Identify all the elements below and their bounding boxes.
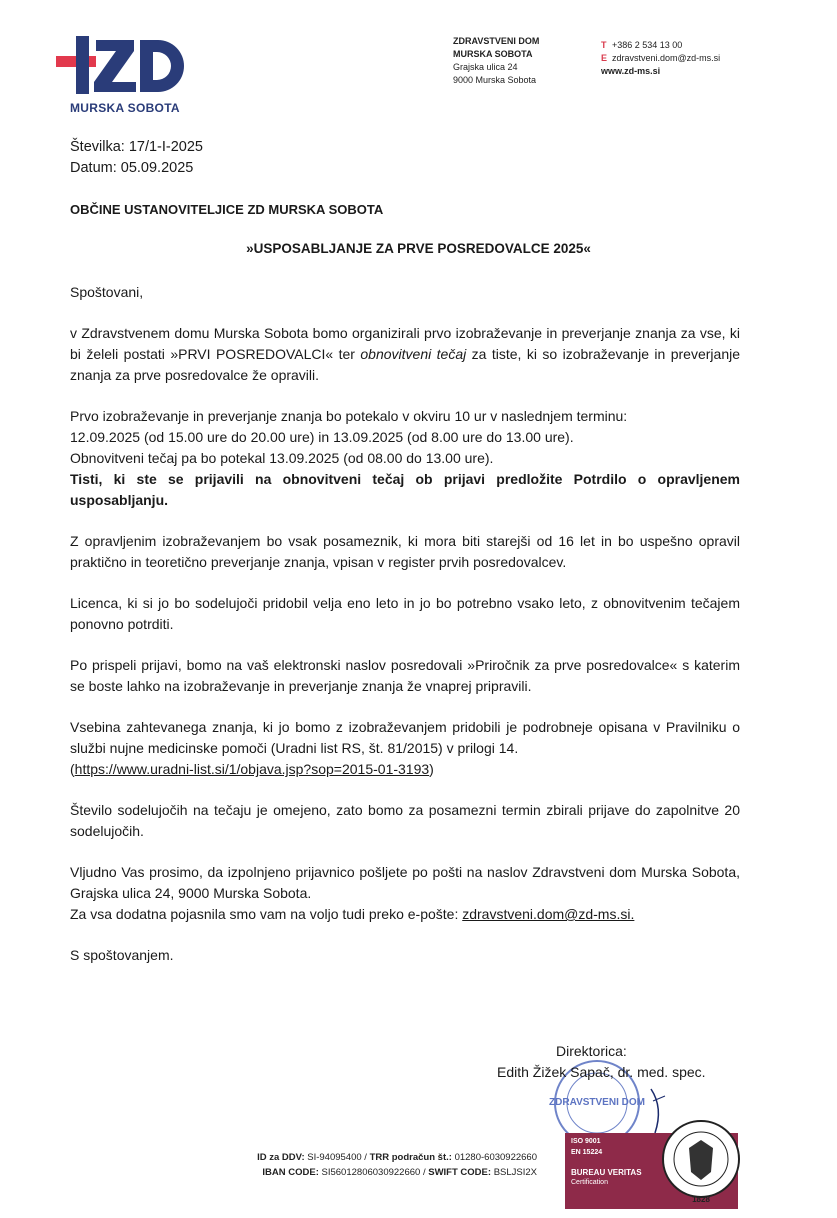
paragraph-handbook: Po prispeli prijavi, bomo na vaš elektronski naslov posredovali »Priročnik za prve posredovalce« s katerim se boste lahko na izobraževanje in preverjanje znanja že vnaprej pripravili. xyxy=(70,657,740,694)
org-name-line2: MURSKA SOBOTA xyxy=(453,49,533,59)
cert-en: EN 15224 xyxy=(571,1149,603,1156)
paragraph-capacity: Število sodelujočih na tečaju je omejeno, zato bomo za posamezni termin zbirali prijave do zapolnitve 20 sodelujočih. xyxy=(70,802,740,839)
cert-certification: Certification xyxy=(571,1179,608,1186)
signature-role: Direktorica: xyxy=(556,1043,627,1059)
iban-label: IBAN CODE: xyxy=(262,1167,319,1178)
zd-logo xyxy=(56,34,186,96)
phone-number: +386 2 534 13 00 xyxy=(612,40,683,50)
footer-separator: / xyxy=(361,1152,370,1163)
footer-banking xyxy=(257,1150,537,1180)
paragraph-schedule xyxy=(70,406,740,511)
ddv-value: SI-94095400 xyxy=(307,1152,362,1163)
email-label: E xyxy=(601,53,608,63)
org-name-line1: ZDRAVSTVENI DOM xyxy=(453,36,540,46)
contact-email-link[interactable]: zdravstveni.dom@zd-ms.si. xyxy=(462,906,635,922)
header-address xyxy=(453,35,539,87)
regulation-link[interactable]: https://www.uradni-list.si/1/objava.jsp?sop=2015-01-3193 xyxy=(74,761,430,777)
trr-value: 01280-6030922660 xyxy=(454,1152,537,1163)
swift-value: BSLJSI2X xyxy=(493,1167,537,1178)
document-date: Datum: 05.09.2025 xyxy=(70,160,194,176)
regulation-text: Vsebina zahtevanega znanja, ki jo bomo z izobraževanjem pridobili je podrobneje opisana v Pravilniku o službi nujne medicinske pomoči (Uradni list RS, št. 81/2015) v prilogi 14. xyxy=(70,719,740,756)
phone-label: T xyxy=(601,40,607,50)
regulation-link-open: ( xyxy=(70,761,75,777)
footer-separator: / xyxy=(420,1167,429,1178)
paragraph-register: Z opravljenim izobraževanjem bo vsak posameznik, ki mora biti starejši od 16 let in bo uspešno opravil praktično in teoretično preverjanje znanja, vpisan v register prvih posredovalcev. xyxy=(70,533,740,570)
ddv-label: ID za DDV: xyxy=(257,1152,305,1163)
signature-name: Edith Žižek Sapač, dr. med. spec. xyxy=(497,1064,706,1080)
cert-iso: ISO 9001 xyxy=(571,1138,601,1145)
address-city: 9000 Murska Sobota xyxy=(453,75,537,85)
swift-label: SWIFT CODE: xyxy=(428,1167,492,1178)
iban-value: SI56012806030922660 xyxy=(321,1167,421,1178)
letter-body xyxy=(70,282,740,986)
schedule-line-2: 12.09.2025 (od 15.00 ure do 20.00 ure) in 13.09.2025 (od 8.00 ure do 13.00 ure). xyxy=(70,429,574,445)
subject-title: »USPOSABLJANJE ZA PRVE POSREDOVALCE 2025« xyxy=(246,241,591,256)
regulation-link-close: ) xyxy=(429,761,434,777)
schedule-line-3: Obnovitveni tečaj pa bo potekal 13.09.2025 (od 08.00 do 13.00 ure). xyxy=(70,450,494,466)
paragraph-application xyxy=(70,862,740,925)
website-link[interactable]: www.zd-ms.si xyxy=(601,66,661,76)
schedule-line-1: Prvo izobraževanje in preverjanje znanja bo potekalo v okviru 10 ur v naslednjem terminu: xyxy=(70,408,628,424)
greeting: Spoštovani, xyxy=(70,284,144,300)
trr-label: TRR podračun št.: xyxy=(369,1152,452,1163)
document-meta xyxy=(70,137,203,179)
bureau-veritas-seal-icon xyxy=(659,1110,743,1208)
logo-caption: MURSKA SOBOTA xyxy=(70,101,180,115)
closing: S spoštovanjem. xyxy=(70,947,174,963)
paragraph-licence: Licenca, ki si jo bo sodelujoči pridobil velja eno leto in jo bo potrebno vsako leto, z obnovitvenim tečajem ponovno potrditi. xyxy=(70,595,740,632)
application-text: Vljudno Vas prosimo, da izpolnjeno prijavnico pošljete po pošti na naslov Zdravstveni dom Murska Sobota, Grajska ulica 24, 9000 Murska Sobota. xyxy=(70,864,740,901)
paragraph-intro-text-end: za tiste, ki so izobraževanje in preverjanje znanja za prve posredovalce že opravili. xyxy=(70,346,740,383)
cert-bureau: BUREAU VERITAS xyxy=(571,1168,642,1177)
contact-text: Za vsa dodatna pojasnila smo vam na voljo tudi preko e-pošte: xyxy=(70,906,463,922)
address-street: Grajska ulica 24 xyxy=(453,62,518,72)
recipient: OBČINE USTANOVITELJICE ZD MURSKA SOBOTA xyxy=(70,202,384,217)
document-number: Številka: 17/1-I-2025 xyxy=(70,139,203,155)
paragraph-intro-text: v Zdravstvenem domu Murska Sobota bomo organizirali prvo izobraževanje in preverjanje znanja za vse, ki bi želeli postati »PRVI POSREDOVALCI« ter xyxy=(70,325,740,362)
paragraph-regulation xyxy=(70,717,740,780)
stamp-text: ZDRAVSTVENI DOM xyxy=(549,1097,645,1108)
paragraph-intro xyxy=(70,323,740,386)
header-contact xyxy=(601,39,720,78)
schedule-note-bold: Tisti, ki ste se prijavili na obnovitveni tečaj ob prijavi predložite Potrdilo o opravljenem usposabljanju. xyxy=(70,471,740,508)
refresher-course-term: obnovitveni tečaj xyxy=(360,346,467,362)
seal-year: 1828 xyxy=(692,1195,710,1204)
header-email[interactable]: zdravstveni.dom@zd-ms.si xyxy=(612,53,721,63)
